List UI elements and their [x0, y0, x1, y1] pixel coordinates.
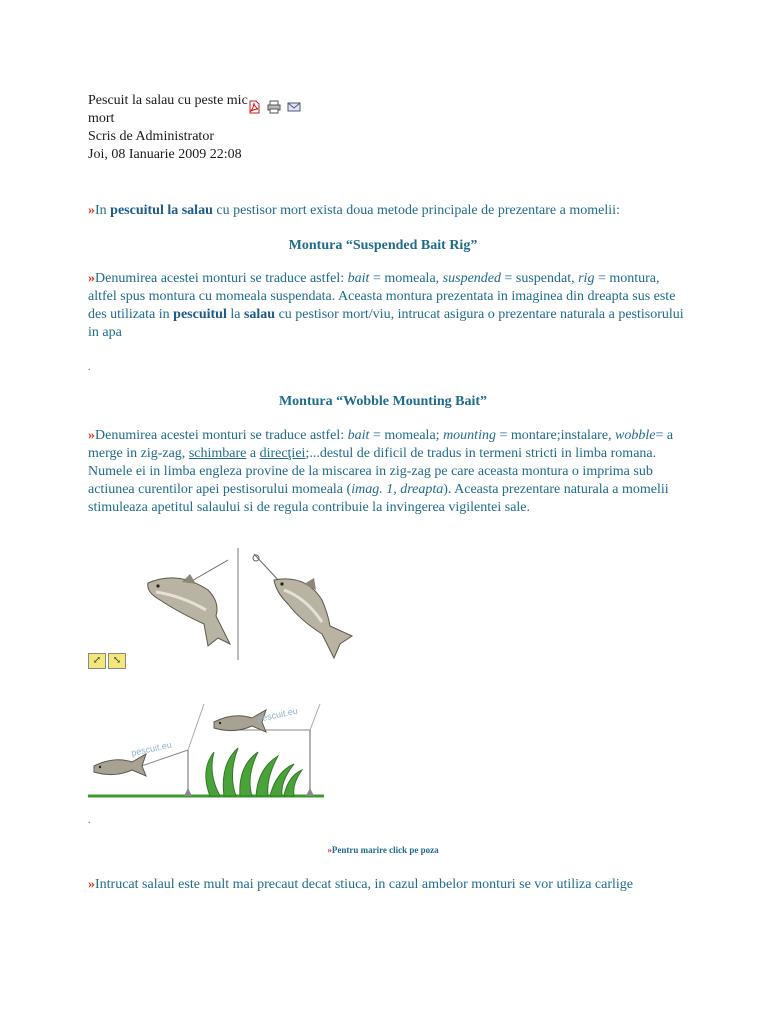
keyword-link[interactable]: pescuitul: [173, 307, 227, 322]
article-actions: [247, 100, 301, 114]
print-icon[interactable]: [267, 100, 281, 114]
article-date: Joi, 08 Ianuarie 2009 22:08: [88, 147, 242, 162]
rig-comparison-image[interactable]: [138, 548, 366, 660]
intro-paragraph: »In pescuitul la salau cu pestisor mort exista doua metode principale de prezentare a momelii:: [88, 203, 620, 218]
section-heading-suspended: Montura “Suspended Bait Rig”: [288, 238, 478, 253]
watermark-text: pescuit.eu: [130, 739, 173, 758]
bullet-marker: »: [88, 203, 95, 218]
underlined-word[interactable]: direcţiei: [259, 446, 306, 461]
keyword-link[interactable]: salau: [243, 307, 276, 322]
separator-dot: .: [88, 815, 91, 826]
section-paragraph-wobble: »Denumirea acestei monturi se traduce astfel: bait = momeala; mounting = montare;instalare, wobble= a merge in zig-zag, schimbare a direcţiei;...destul de dificil de tradus in termeni stricti in limba romana. Numele ei in limba engleza provine de la miscarea in zig-zag pe care aceasta montura o imprima sub actiunea curentilor apei pestisorului momeala (imag. 1, dreapta). Aceasta prezentare naturala a momelii stimuleaza apetitul salaului si de regula contribuie la invingerea vigilentei sale.: [88, 428, 674, 515]
water-plants: [206, 748, 302, 796]
image-zoom-controls: [88, 653, 126, 669]
bullet-marker: »: [88, 428, 95, 443]
scene-fish-left: [94, 754, 146, 776]
rig-scene-image[interactable]: [88, 704, 328, 800]
article-header: [88, 92, 258, 164]
fish-illustration: [138, 548, 366, 660]
bullet-marker: »: [88, 877, 95, 892]
scene-illustration: [88, 704, 328, 800]
keyword-link[interactable]: pescuitul la salau: [110, 203, 213, 218]
fish-left: [148, 560, 230, 646]
section-heading-wobble: Montura “Wobble Mounting Bait”: [278, 394, 488, 409]
article-title: Pescuit la salau cu peste mic mort: [88, 93, 248, 126]
article-author: Scris de Administrator: [88, 129, 214, 144]
zoom-in-icon[interactable]: ⤢: [88, 653, 106, 669]
watermark-text: pescuit.eu: [256, 705, 299, 724]
underlined-word[interactable]: schimbare: [188, 446, 247, 461]
fish-right: [253, 554, 352, 658]
image-click-note: »Pentru marire click pe poza: [327, 845, 439, 855]
closing-paragraph: »Intrucat salaul este mult mai precaut decat stiuca, in cazul ambelor monturi se vor utiliza carlige: [88, 877, 634, 892]
zoom-out-icon[interactable]: ⤡: [108, 653, 126, 669]
bullet-marker: »: [88, 271, 95, 286]
pdf-icon[interactable]: [247, 100, 261, 114]
email-icon[interactable]: [287, 100, 301, 114]
section-paragraph-suspended: »Denumirea acestei monturi se traduce astfel: bait = momeala, suspended = suspendat, rig = montura, altfel spus montura cu momeala suspendata. Aceasta montura prezentata in imaginea din dreapta sus este des utilizata in pescuitul la salau cu pestisor mort/viu, intrucat asigura o prezentare naturala a pestisorului in apa: [88, 271, 684, 340]
separator-dot: .: [88, 362, 91, 373]
